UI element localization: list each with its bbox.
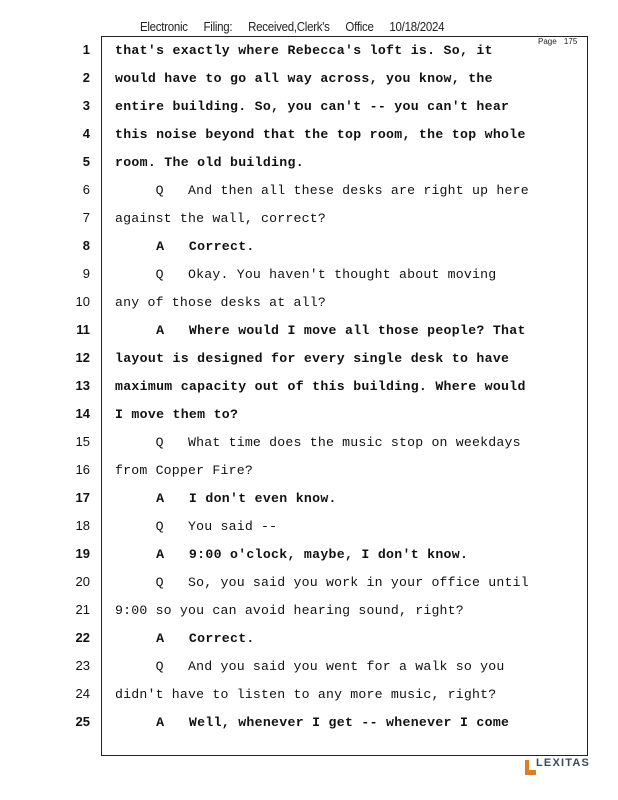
line-text: 9:00 so you can avoid hearing sound, right? xyxy=(115,603,464,618)
line-text: maximum capacity out of this building. Where would xyxy=(115,379,526,394)
line-number: 24 xyxy=(75,686,90,701)
transcript-line xyxy=(0,600,618,628)
line-number: 4 xyxy=(82,126,90,141)
transcript-line xyxy=(0,572,618,600)
transcript-line xyxy=(0,152,618,180)
transcript-line xyxy=(0,180,618,208)
line-number: 23 xyxy=(75,658,90,673)
transcript-line xyxy=(0,124,618,152)
lexitas-logo-icon xyxy=(523,758,537,776)
line-number: 16 xyxy=(75,462,90,477)
line-text: layout is designed for every single desk to have xyxy=(115,351,510,366)
line-number: 6 xyxy=(82,182,90,197)
line-text: Q You said -- xyxy=(115,519,278,534)
lexitas-logo xyxy=(523,756,593,778)
transcript-line xyxy=(0,236,618,264)
line-number: 22 xyxy=(75,630,90,645)
transcript-line xyxy=(0,544,618,572)
line-text: A I don't even know. xyxy=(115,491,337,506)
line-number: 17 xyxy=(75,490,90,505)
line-text: would have to go all way across, you know, the xyxy=(115,71,493,86)
transcript-line xyxy=(0,460,618,488)
line-text: Q And then all these desks are right up here xyxy=(115,183,529,198)
line-number: 5 xyxy=(82,154,90,169)
page-label: Page xyxy=(538,37,557,46)
transcript-line xyxy=(0,684,618,712)
line-text: A Correct. xyxy=(115,239,255,254)
line-text: didn't have to listen to any more music, right? xyxy=(115,687,497,702)
line-number: 13 xyxy=(75,378,90,393)
line-number: 2 xyxy=(82,70,90,85)
line-number: 14 xyxy=(75,406,90,421)
line-text: Q What time does the music stop on weekdays xyxy=(115,435,521,450)
line-number: 10 xyxy=(75,294,90,309)
header-filing: Filing: xyxy=(203,20,233,34)
transcript-line xyxy=(0,404,618,432)
transcript-line xyxy=(0,264,618,292)
line-number: 25 xyxy=(75,714,90,729)
transcript-line xyxy=(0,376,618,404)
transcript-line xyxy=(0,40,618,68)
line-text: A 9:00 o'clock, maybe, I don't know. xyxy=(115,547,469,562)
line-number: 15 xyxy=(75,434,90,449)
transcript-line xyxy=(0,628,618,656)
line-number: 9 xyxy=(82,266,90,281)
line-text: that's exactly where Rebecca's loft is. So, it xyxy=(115,43,493,58)
lexitas-logo-text: LEXITAS xyxy=(536,757,591,769)
line-number: 7 xyxy=(82,210,90,225)
transcript-line xyxy=(0,208,618,236)
line-number: 8 xyxy=(82,238,90,253)
header-electronic: Electronic xyxy=(140,20,188,34)
line-number: 12 xyxy=(75,350,90,365)
transcript-line xyxy=(0,516,618,544)
line-text: A Where would I move all those people? That xyxy=(115,323,526,338)
line-number: 20 xyxy=(75,574,90,589)
transcript-line xyxy=(0,292,618,320)
line-text: Q Okay. You haven't thought about moving xyxy=(115,267,497,282)
line-text: Q And you said you went for a walk so you xyxy=(115,659,505,674)
line-text: from Copper Fire? xyxy=(115,463,253,478)
transcript-line xyxy=(0,712,618,740)
line-text: room. The old building. xyxy=(115,155,304,170)
line-number: 3 xyxy=(82,98,90,113)
filing-header xyxy=(140,20,457,34)
line-text: any of those desks at all? xyxy=(115,295,326,310)
line-text: against the wall, correct? xyxy=(115,211,326,226)
header-date: 10/18/2024 xyxy=(389,20,445,34)
line-number: 18 xyxy=(75,518,90,533)
line-number: 21 xyxy=(75,602,90,617)
line-text: I move them to? xyxy=(115,407,239,422)
transcript-line xyxy=(0,656,618,684)
line-number: 19 xyxy=(75,546,90,561)
header-office: Office xyxy=(345,20,374,34)
transcript-line xyxy=(0,68,618,96)
header-received: Received,Clerk's xyxy=(248,20,330,34)
transcript-line xyxy=(0,320,618,348)
line-text: this noise beyond that the top room, the top whole xyxy=(115,127,526,142)
transcript-line xyxy=(0,348,618,376)
transcript-line xyxy=(0,96,618,124)
page-number-value: 175 xyxy=(563,37,578,46)
transcript-line xyxy=(0,432,618,460)
line-text: entire building. So, you can't -- you can't hear xyxy=(115,99,510,114)
line-text: A Correct. xyxy=(115,631,255,646)
line-text: Q So, you said you work in your office until xyxy=(115,575,529,590)
line-text: A Well, whenever I get -- whenever I come xyxy=(115,715,510,730)
transcript-line xyxy=(0,488,618,516)
line-number: 11 xyxy=(76,322,90,337)
line-number: 1 xyxy=(82,42,90,57)
